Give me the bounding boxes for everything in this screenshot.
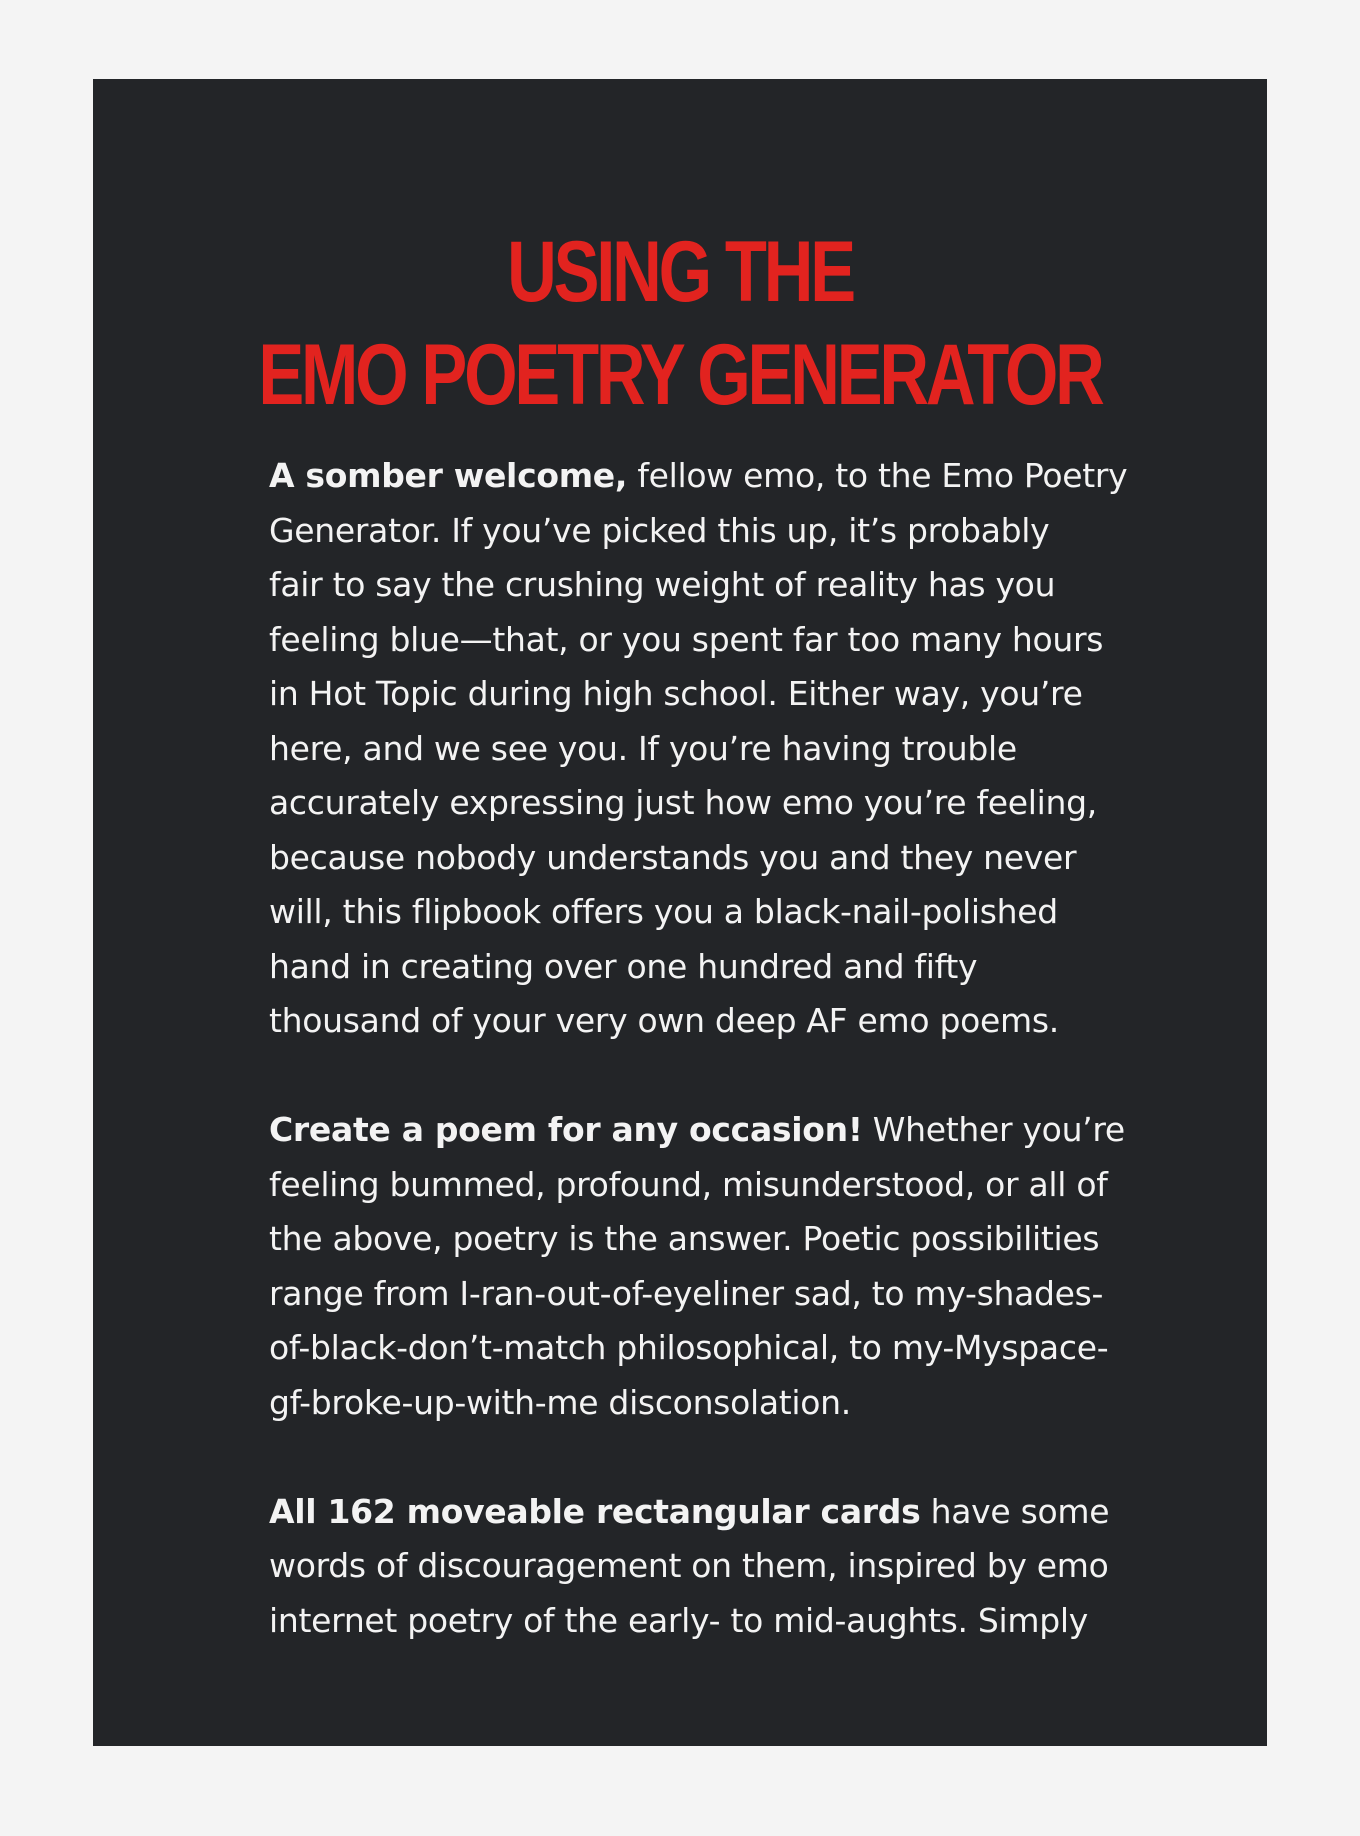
book-page xyxy=(93,79,1267,1746)
text-line: gf-broke-up-with-me disconsolation. xyxy=(269,1382,851,1422)
paragraph-welcome xyxy=(269,449,1199,1049)
text-line: in Hot Topic during high school. Either way, you’re xyxy=(269,674,1083,713)
title-line-1: USING THE xyxy=(507,224,853,320)
text-line: All 162 moveable rectangular cards have some xyxy=(269,1491,1110,1531)
text-line: words of discouragement on them, inspired by emo xyxy=(269,1546,1109,1585)
text-line: Create a poem for any occasion! Whether you’re xyxy=(269,1110,1125,1149)
paragraph-cards xyxy=(269,1485,1199,1649)
text-line: hand in creating over one hundred and fifty xyxy=(269,946,978,986)
text-line: fair to say the crushing weight of reality has you xyxy=(269,565,1056,604)
text-line: because nobody understands you and they never xyxy=(269,837,1077,877)
text-line: Generator. If you’ve picked this up, it’s probably xyxy=(269,510,1050,550)
text-line: accurately expressing just how emo you’re feeling, xyxy=(269,783,1097,822)
body-text xyxy=(269,449,1199,1648)
title-line-2: EMO POETRY GENERATOR xyxy=(258,327,1102,423)
lead-phrase: All 162 moveable rectangular cards xyxy=(269,1491,921,1531)
lead-phrase: Create a poem for any occasion! xyxy=(269,1110,863,1149)
page-title xyxy=(210,221,1149,427)
text-line: range from I-ran-out-of-eyeliner sad, to my-shades- xyxy=(269,1273,1104,1313)
text-line: of-black-don’t-match philosophical, to my-Myspace- xyxy=(269,1328,1109,1367)
text-line: feeling bummed, profound, misunderstood, or all of xyxy=(269,1164,1108,1204)
text-line: the above, poetry is the answer. Poetic possibilities xyxy=(269,1219,1100,1258)
text-line: feeling blue—that, or you spent far too many hours xyxy=(269,619,1104,659)
paragraph-occasion xyxy=(269,1103,1199,1430)
text-line: A somber welcome, fellow emo, to the Emo Poetry xyxy=(269,456,1128,495)
text-line: will, this flipbook offers you a black-nail-polished xyxy=(269,892,1058,931)
text-line: internet poetry of the early- to mid-aughts. Simply xyxy=(269,1600,1088,1640)
text-line: here, and we see you. If you’re having trouble xyxy=(269,728,1017,768)
lead-phrase: A somber welcome, xyxy=(269,456,628,495)
text-line: thousand of your very own deep AF emo poems. xyxy=(269,1001,1059,1040)
